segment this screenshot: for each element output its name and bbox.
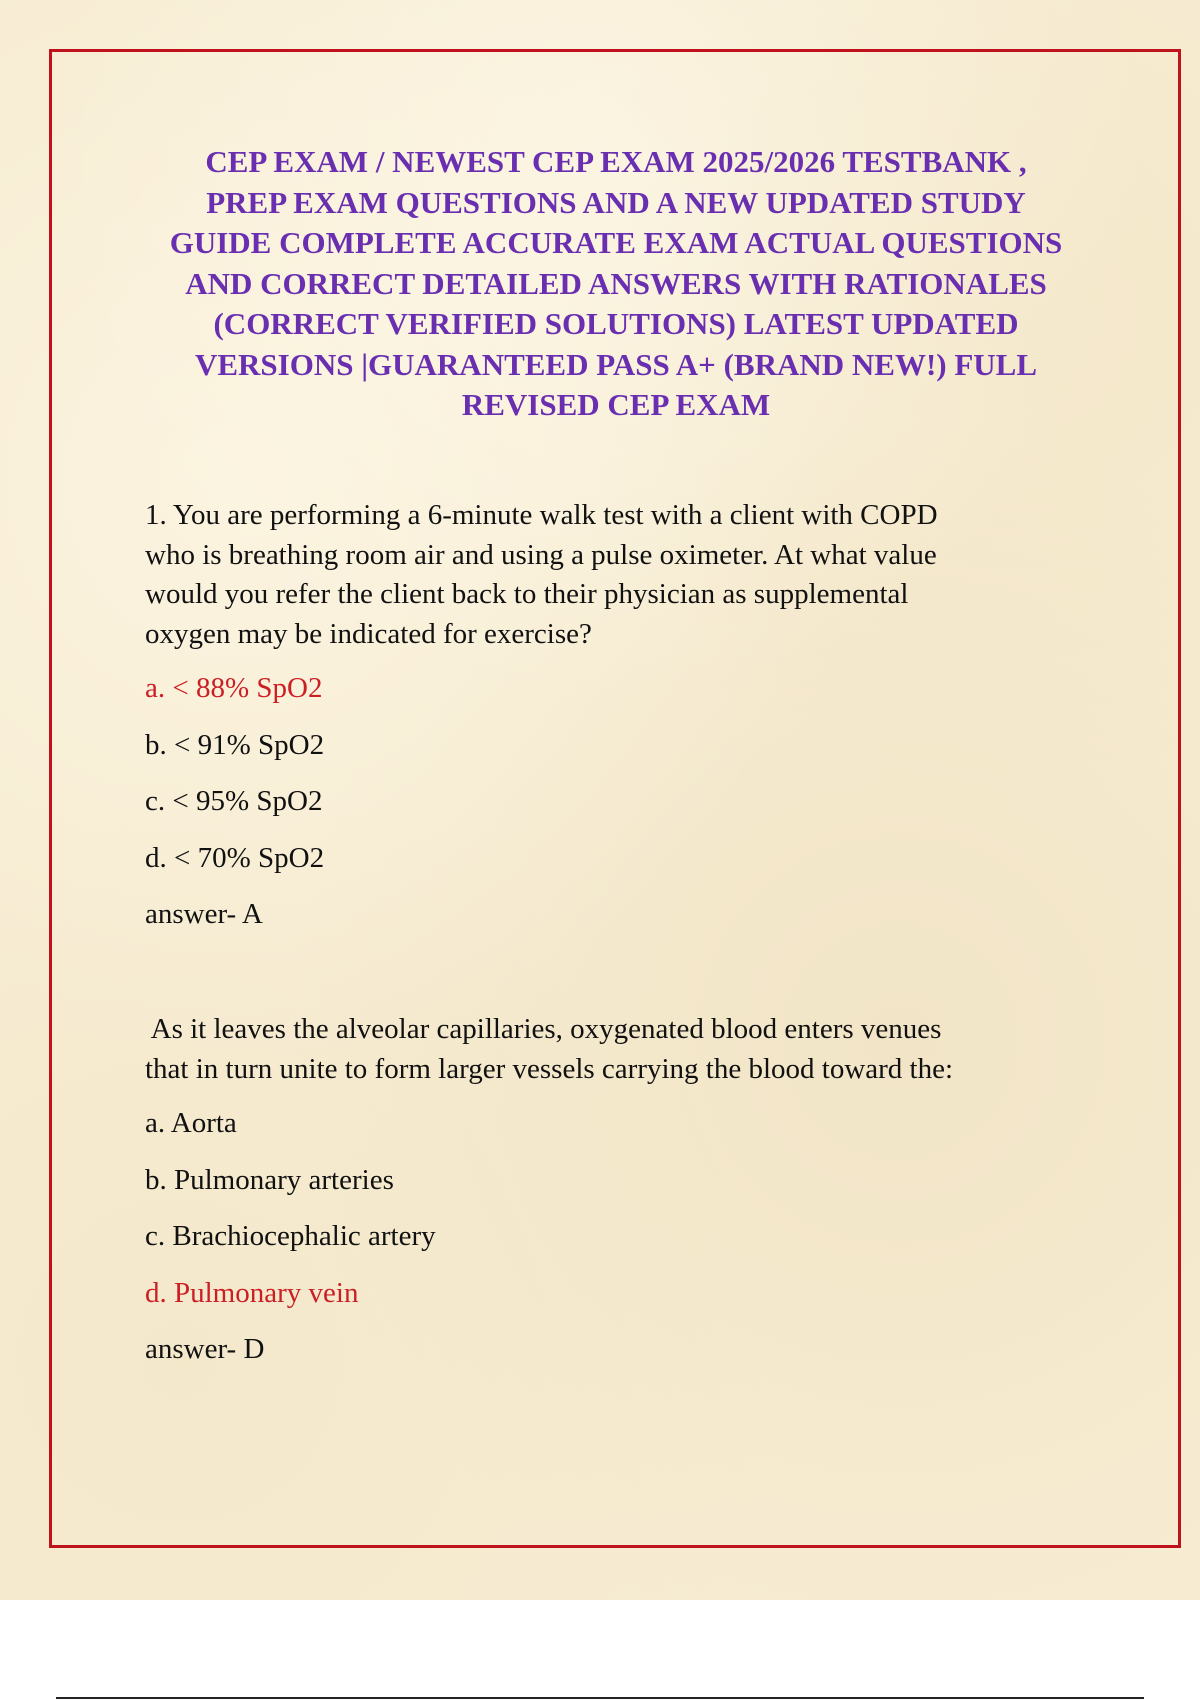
stem-line: As it leaves the alveolar capillaries, oxygenated blood enters venues	[145, 1013, 942, 1045]
question-1	[145, 496, 1075, 951]
stem-line: 1. You are performing a 6-minute walk test with a client with COPD	[145, 499, 938, 531]
stem-line: oxygen may be indicated for exercise?	[145, 617, 592, 650]
title-line: REVISED CEP EXAM	[461, 387, 771, 422]
answer-key: answer- A	[145, 898, 263, 930]
title-line: AND CORRECT DETAILED ANSWERS WITH RATIONALES	[185, 265, 1047, 301]
answer-key: answer- D	[145, 1333, 265, 1365]
option-b: b. Pulmonary arteries	[145, 1163, 394, 1196]
option-c: c. Brachiocephalic artery	[145, 1220, 436, 1252]
title-line: PREP EXAM QUESTIONS AND A NEW UPDATED STUDY	[206, 184, 1026, 220]
option-a-correct: a. < 88% SpO2	[145, 672, 323, 704]
question-stem	[145, 496, 1075, 654]
option-b: b. < 91% SpO2	[145, 728, 325, 761]
option-a: a. Aorta	[145, 1107, 237, 1139]
title-line: GUIDE COMPLETE ACCURATE EXAM ACTUAL QUESTIONS	[169, 225, 1063, 260]
question-2	[145, 1010, 1075, 1386]
footer-divider	[56, 1697, 1144, 1699]
option-c: c. < 95% SpO2	[145, 785, 323, 817]
stem-line: that in turn unite to form larger vessels carrying the blood toward the:	[145, 1052, 954, 1085]
stem-line: who is breathing room air and using a pulse oximeter. At what value	[145, 538, 937, 571]
option-d: d. < 70% SpO2	[145, 841, 325, 874]
option-d-correct: d. Pulmonary vein	[145, 1276, 359, 1309]
question-stem	[145, 1010, 1075, 1089]
title-line: CEP EXAM / NEWEST CEP EXAM 2025/2026 TESTBANK ,	[205, 144, 1027, 179]
title-line: (CORRECT VERIFIED SOLUTIONS) LATEST UPDATED	[213, 306, 1019, 341]
document-title	[140, 142, 1092, 426]
stem-line: would you refer the client back to their physician as supplemental	[145, 578, 909, 610]
title-line: VERSIONS |GUARANTEED PASS A+ (BRAND NEW!) FULL	[194, 346, 1038, 382]
